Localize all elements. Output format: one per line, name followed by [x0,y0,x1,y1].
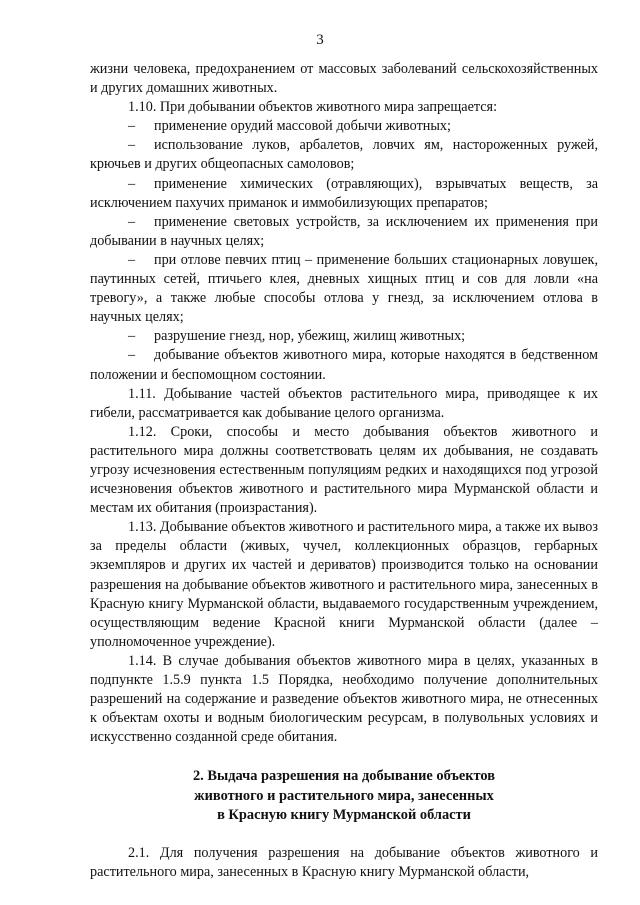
list-item-text: разрушение гнезд, нор, убежищ, жилищ животных; [154,328,466,345]
list-item [90,117,598,136]
dash-marker: – [128,175,136,192]
section-heading-line: животного и растительного мира, занесенных [194,787,494,804]
dash-marker: – [128,118,136,135]
paragraph-1-11: 1.11. Добывание частей объектов растительного мира, приводящее к их гибели, рассматривается как добывание целого организма. [90,385,598,421]
document-body [90,60,598,882]
list-item-text: применение орудий массовой добычи животных; [154,118,451,135]
list-item [90,251,598,327]
list-item [90,213,598,251]
list-item-text: при отлове певчих птиц – применение больших стационарных ловушек, паутинных сетей, птичьего клея, дневных хищных птиц и сов для ловли «на тревогу», а также любые способы отлова у гнезд, за исключением отлова в научных целях; [90,251,598,326]
paragraph-1-10: 1.10. При добывании объектов животного мира запрещается: [128,99,498,116]
list-item [90,327,598,346]
paragraph-1-12: 1.12. Сроки, способы и место добывания объектов животного и растительного мира должны соответствовать целям их добывания, не создавать угрозу исчезновения естественным популяциям редких и находящихся под угрозой исчезновения объектов животного и растительного мира Мурманской области и местам их обитания (произрастания). [90,423,598,517]
paragraph-continuation: жизни человека, предохранением от массовых заболеваний сельскохозяйственных и других домашних животных. [90,61,598,97]
list-item-text: применение световых устройств, за исключением их применения при добывании в научных целях; [90,213,598,249]
list-item-text: применение химических (отравляющих), взрывчатых веществ, за исключением пахучих приманок и иммобилизующих препаратов; [90,175,598,211]
list-item-text: использование луков, арбалетов, ловчих ям, настороженных ружей, крючьев и других общеопасных самоловов; [90,137,598,173]
section-heading-line: в Красную книгу Мурманской области [217,807,471,824]
dash-marker: – [128,251,136,268]
dash-marker: – [128,213,136,230]
dash-marker: – [128,328,136,345]
page-number: 3 [316,32,324,48]
section-heading-line: 2. Выдача разрешения на добывание объектов [192,768,496,785]
dash-marker: – [128,347,136,364]
dash-marker: – [128,137,136,154]
list-item [90,175,598,213]
list-item [90,346,598,384]
section-heading [90,767,598,825]
paragraph-1-14: 1.14. В случае добывания объектов животного мира в целях, указанных в подпункте 1.5.9 пункта 1.5 Порядка, необходимо получение дополнительных разрешений на содержание и разведение объектов животного мира, не отнесенных к объектам охоты и водным биологическим ресурсам, в полувольных условиях и искусственно созданной среде обитания. [90,652,598,746]
list-item-text: добывание объектов животного мира, которые находятся в бедственном положении и беспомощном состоянии. [90,347,598,383]
list-item [90,136,598,174]
paragraph-1-13: 1.13. Добывание объектов животного и растительного мира, а также их вывоз за пределы области (живых, чучел, коллекционных образцов, гербарных экземпляров и других их частей и дериватов) производится только на основании разрешения на добывание объектов животного и растительного мира, занесенных в Красную книгу Мурманской области, выдаваемого государственным учреждением, осуществляющим ведение Красной книги Мурманской области (далее – уполномоченное учреждение). [90,519,598,650]
paragraph-2-1: 2.1. Для получения разрешения на добывание объектов животного и растительного мира, занесенных в Красную книгу Мурманской области, [90,844,598,880]
